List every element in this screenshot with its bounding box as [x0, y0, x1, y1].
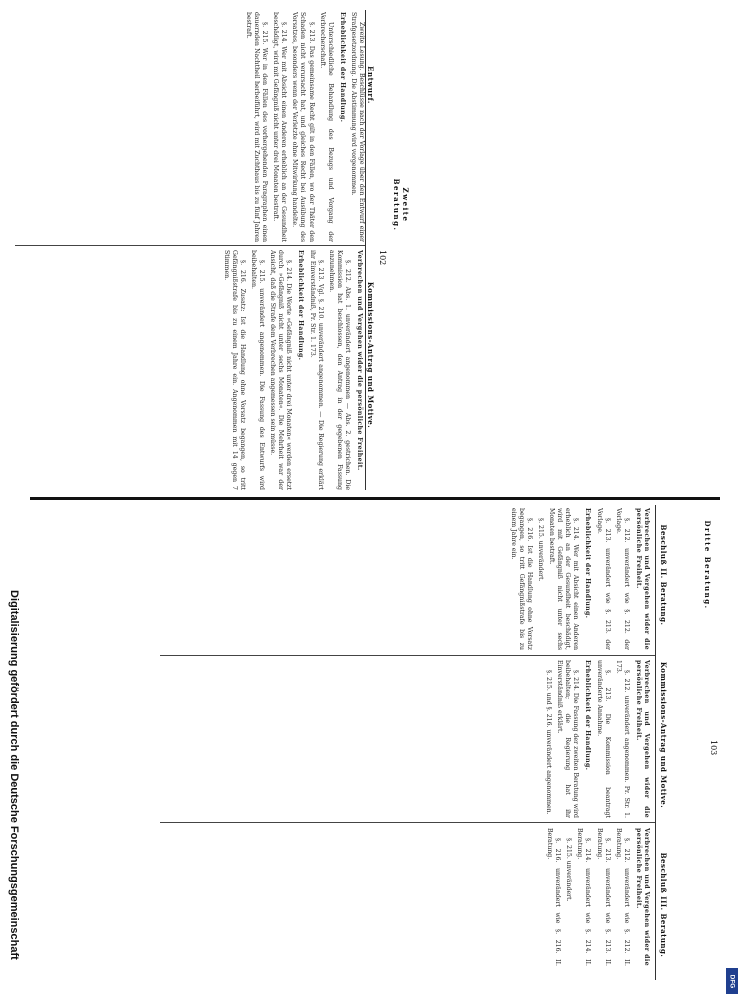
section-subhead: Verbrechen und Vergehen wider die persönliche Freiheit.	[634, 660, 650, 818]
paragraph: §. 214. Die Worte »Gefängniß nicht unter drei Monaten« werden ersetzt durch »Gefängniß nicht unter sechs Monaten«. Die Mehrheit war der Ansicht, daß die Strafe dem Verbrechen angemessen sein müsse.	[269, 250, 293, 490]
section-subhead: Verbrechen und Vergehen wider die persönliche Freiheit.	[634, 828, 650, 966]
header-rule-top	[365, 10, 366, 490]
paragraph: §. 215. Wer in den Fällen des vorhergehenden Paragraphen einen dauernden Nachtheil herbeiführt, wird mit Zuchthaus bis zu fünf Jahren bestraft.	[244, 12, 269, 242]
page-spine-rule	[30, 497, 720, 500]
column-heading-bottom-middle: Kommissions-Antrag und Motive.	[659, 661, 668, 809]
section-subhead: Erheblichkeit der Handlung.	[297, 250, 305, 361]
paragraph: §. 213. Vgl. §. 210. unverändert angenommen. — Die Regierung erklärt ihr Einverständniß, Pr. Str. 1. 173.	[308, 250, 324, 490]
paragraph: §. 216. Ist die Handlung ohne Vorsatz begangen, so tritt Gefängnißstrafe bis zu einem Jahre ein.	[509, 508, 533, 650]
digitization-credit: Digitalisierung gefördert durch die Deutsche Forschungsgemeinschaft	[8, 590, 20, 960]
section-subhead: Erheblichkeit der Handlung.	[584, 660, 592, 771]
dfg-logo	[726, 968, 738, 994]
dfg-logo-text: DFG	[728, 974, 736, 988]
paragraph: §. 212. unverändert wie §. 212. II. Beratung.	[614, 828, 630, 966]
paragraph: §. 214. unverändert wie §. 214. II. Beratung.	[576, 828, 592, 966]
section-subhead: Erheblichkeit der Handlung.	[584, 508, 592, 619]
column-divider-top	[15, 245, 365, 246]
column-divider-bottom-2	[160, 822, 655, 823]
page-number-top: 102	[378, 250, 387, 266]
paragraph: §. 214. Wer mit Absicht einen Anderen erheblich an der Gesundheit beschädigt, wird mit Gefängniß nicht unter drei Monaten bestraft.	[272, 12, 288, 242]
paragraph: §. 213. Die Kommission beantragt unveränderte Annahme.	[595, 660, 611, 818]
paragraph: §. 213. unverändert wie §. 213. der Vorlage.	[595, 508, 611, 650]
section-subhead: Verbrechen und Vergehen wider die persönliche Freiheit.	[634, 508, 650, 650]
column-right-bottom	[162, 828, 652, 966]
column-divider-bottom-1	[160, 655, 655, 656]
paragraph: §. 212. Abs. 1. unverändert angenommen — Abs. 2. gestrichen. Die Kommission hat beschlossen, den Antrag in der gegebenen Fassung anzunehmen.	[327, 250, 351, 490]
paragraph: §. 215. und §. 216. unverändert angenommen.	[545, 670, 553, 815]
paragraph: §. 216. unverändert wie §. 216. II. Beratung.	[546, 828, 562, 966]
header-rule-bottom	[655, 505, 656, 980]
paragraph: Unterschiedliche Behandlung des Bezugs und Vorgang der Verbrecherschaft.	[318, 12, 334, 242]
column-heading-bottom-right: Beschluß III. Beratung.	[659, 852, 668, 958]
paragraph: §. 214. Die Fassung der zweiten Beratung wird beibehalten; die Regierung hat ihr Einverständniß erklärt.	[556, 660, 580, 818]
running-head-top: Zweite Beratung.	[392, 178, 410, 232]
paragraph: §. 212. unverändert wie §. 212. der Vorlage.	[614, 508, 630, 650]
paragraph: §. 214. Wer mit Absicht einen Anderen erheblich an der Gesundheit beschädigt, wird mit Gefängniß nicht unter sechs Monaten bestraft.	[548, 508, 580, 650]
paragraph: §. 212. unverändert angenommen. Pr. Str. 1. 173.	[614, 660, 630, 818]
paragraph: §. 215. unverändert.	[536, 518, 544, 582]
column-left-bottom	[162, 508, 652, 650]
column-heading-middle: Kommissions-Antrag und Motive.	[366, 281, 375, 429]
paragraph: §. 216. Zusatz: Ist die Handlung ohne Vorsatz begangen, so tritt Gefängnißstrafe bis zu einem Jahre ein. Angenommen mit 14 gegen 7 Stimmen.	[222, 250, 246, 490]
paragraph: §. 215. unverändert.	[565, 838, 573, 902]
section-subhead: Erheblichkeit der Handlung.	[338, 12, 346, 123]
paragraph: §. 213. Das gemeinsame Recht gilt in den Fällen, wo der Thäter den Schaden nicht verursacht hat, und gleiches Recht bei Ausübung des Vorsatzes, besonders wenn der Verletzte ohne Mitwirkung handelte.	[291, 12, 315, 242]
paragraph: §. 213. unverändert wie §. 213. II. Beratung.	[595, 828, 611, 966]
column-left-top	[20, 12, 365, 242]
column-heading-left: Entwurf.	[366, 66, 375, 104]
running-head-bottom: Dritte Beratung.	[703, 520, 712, 610]
column-middle-bottom	[162, 660, 652, 818]
page-number-bottom: 103	[709, 740, 718, 756]
column-heading-bottom-left: Beschluß II. Beratung.	[659, 524, 668, 626]
column-middle-top	[20, 250, 365, 490]
paragraph: §. 215. unverändert angenommen. Die Fassung des Entwurfs wird beibehalten.	[249, 250, 266, 490]
paragraph: Zweite Lesung. Beschlüsse nach der Vorlage über den Entwurf einer Strafgesetzordnung. Die Abstimmung wird vorgenommen.	[349, 12, 365, 242]
section-subhead: Verbrechen und Vergehen wider die persönliche Freiheit.	[356, 250, 363, 471]
